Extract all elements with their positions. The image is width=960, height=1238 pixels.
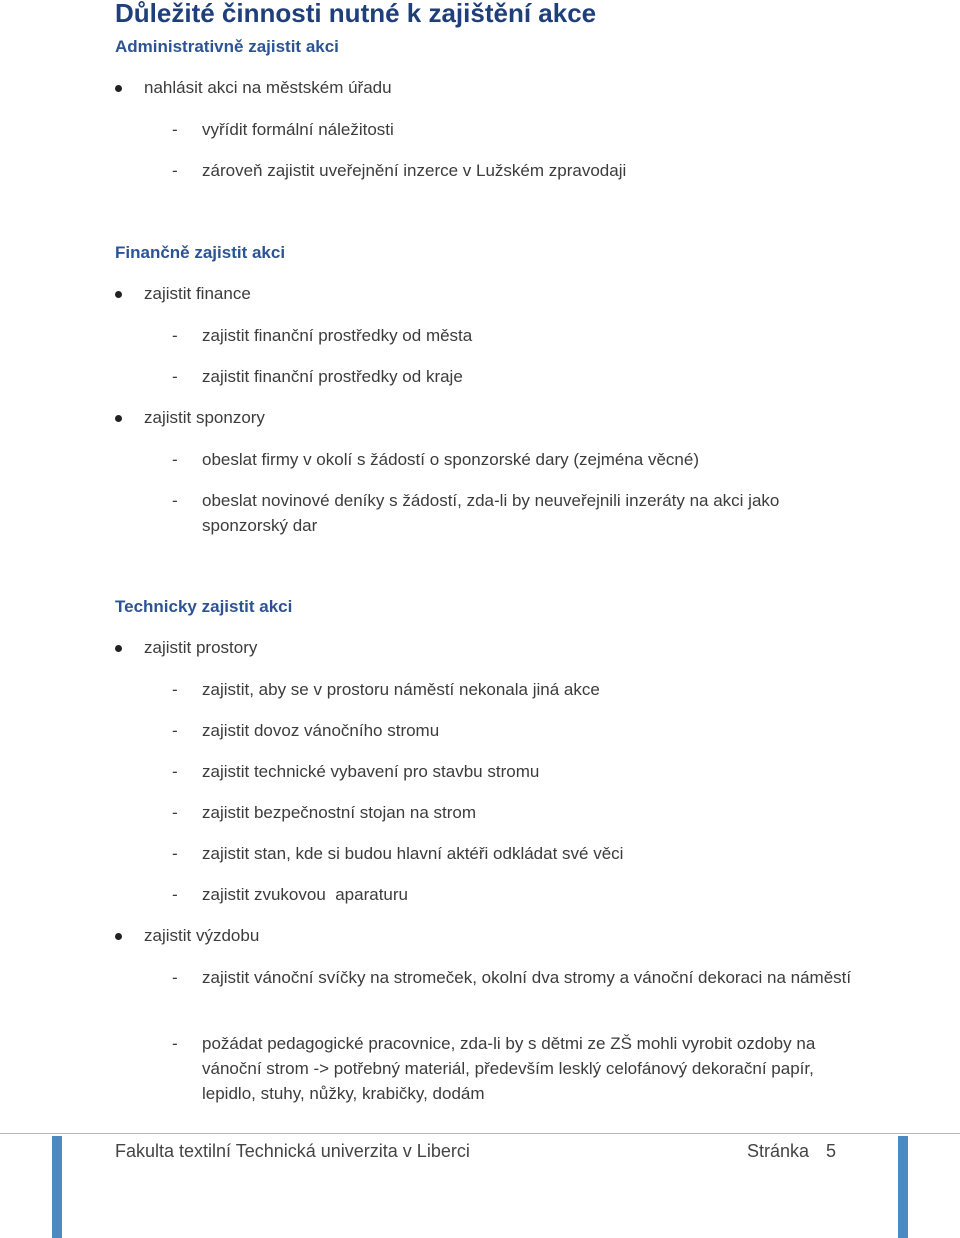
dash-text: zajistit technické vybavení pro stavbu stromu xyxy=(202,762,540,781)
footer-page-label: Stránka xyxy=(747,1141,810,1161)
bullet-text: zajistit výzdobu xyxy=(144,926,260,945)
dash-text: zajistit vánoční svíčky na stromeček, okolní dva stromy a vánoční dekoraci na náměstí xyxy=(202,968,852,987)
bullet-dot-icon xyxy=(115,85,122,92)
dash-mark: - xyxy=(172,491,178,510)
section-heading-administrative: Administrativně zajistit akci xyxy=(115,37,339,56)
footer-right-bar xyxy=(898,1136,908,1238)
footer-page-number: 5 xyxy=(826,1141,837,1161)
bullet-dot-icon xyxy=(115,415,122,422)
dash-text: obeslat firmy v okolí s žádostí o sponzorské dary (zejména věcné) xyxy=(202,450,699,469)
dash-mark: - xyxy=(172,120,178,139)
dash-text: obeslat novinové deníky s žádostí, zda-li by neuveřejnili inzeráty na akci jako sponzorský dar xyxy=(202,491,780,535)
dash-mark: - xyxy=(172,968,178,987)
bullet-dot-icon xyxy=(115,291,122,298)
dash-text: zajistit finanční prostředky od kraje xyxy=(202,367,463,386)
dash-mark: - xyxy=(172,1034,178,1053)
page-title: Důležité činnosti nutné k zajištění akce xyxy=(115,0,597,28)
dash-mark: - xyxy=(172,844,178,863)
dash-text: zároveň zajistit uveřejnění inzerce v Lužském zpravodaji xyxy=(202,161,627,180)
dash-text: zajistit bezpečnostní stojan na strom xyxy=(202,803,477,822)
bullet-text: zajistit finance xyxy=(144,284,251,303)
bullet-text: nahlásit akci na městském úřadu xyxy=(144,78,392,97)
bullet-dot-icon xyxy=(115,933,122,940)
dash-mark: - xyxy=(172,161,178,180)
bullet-text: zajistit sponzory xyxy=(144,408,265,427)
dash-text: zajistit dovoz vánočního stromu xyxy=(202,721,440,740)
dash-mark: - xyxy=(172,885,178,904)
dash-mark: - xyxy=(172,721,178,740)
dash-mark: - xyxy=(172,326,178,345)
dash-text: požádat pedagogické pracovnice, zda-li by s dětmi ze ZŠ mohli vyrobit ozdoby na vánoční strom -> potřebný materiál, především lesklý celofánový dekorační papír, lepidlo, stuhy, nůžky, krabičky, dodám xyxy=(202,1034,816,1103)
footer-institution: Fakulta textilní Technická univerzita v Liberci xyxy=(115,1141,470,1161)
dash-mark: - xyxy=(172,803,178,822)
bullet-dot-icon xyxy=(115,645,122,652)
dash-mark: - xyxy=(172,367,178,386)
section-heading-financial: Finančně zajistit akci xyxy=(115,243,286,262)
footer-left-bar xyxy=(52,1136,62,1238)
dash-mark: - xyxy=(172,450,178,469)
footer-divider xyxy=(0,1133,960,1134)
dash-text: zajistit stan, kde si budou hlavní aktéři odkládat své věci xyxy=(202,844,624,863)
dash-mark: - xyxy=(172,680,178,699)
dash-text: zajistit, aby se v prostoru náměstí nekonala jiná akce xyxy=(202,680,600,699)
dash-mark: - xyxy=(172,762,178,781)
section-heading-technical: Technicky zajistit akci xyxy=(115,597,293,616)
dash-text: zajistit zvukovou aparaturu xyxy=(202,885,408,904)
bullet-text: zajistit prostory xyxy=(144,638,258,657)
dash-text: vyřídit formální náležitosti xyxy=(202,120,394,139)
dash-text: zajistit finanční prostředky od města xyxy=(202,326,473,345)
